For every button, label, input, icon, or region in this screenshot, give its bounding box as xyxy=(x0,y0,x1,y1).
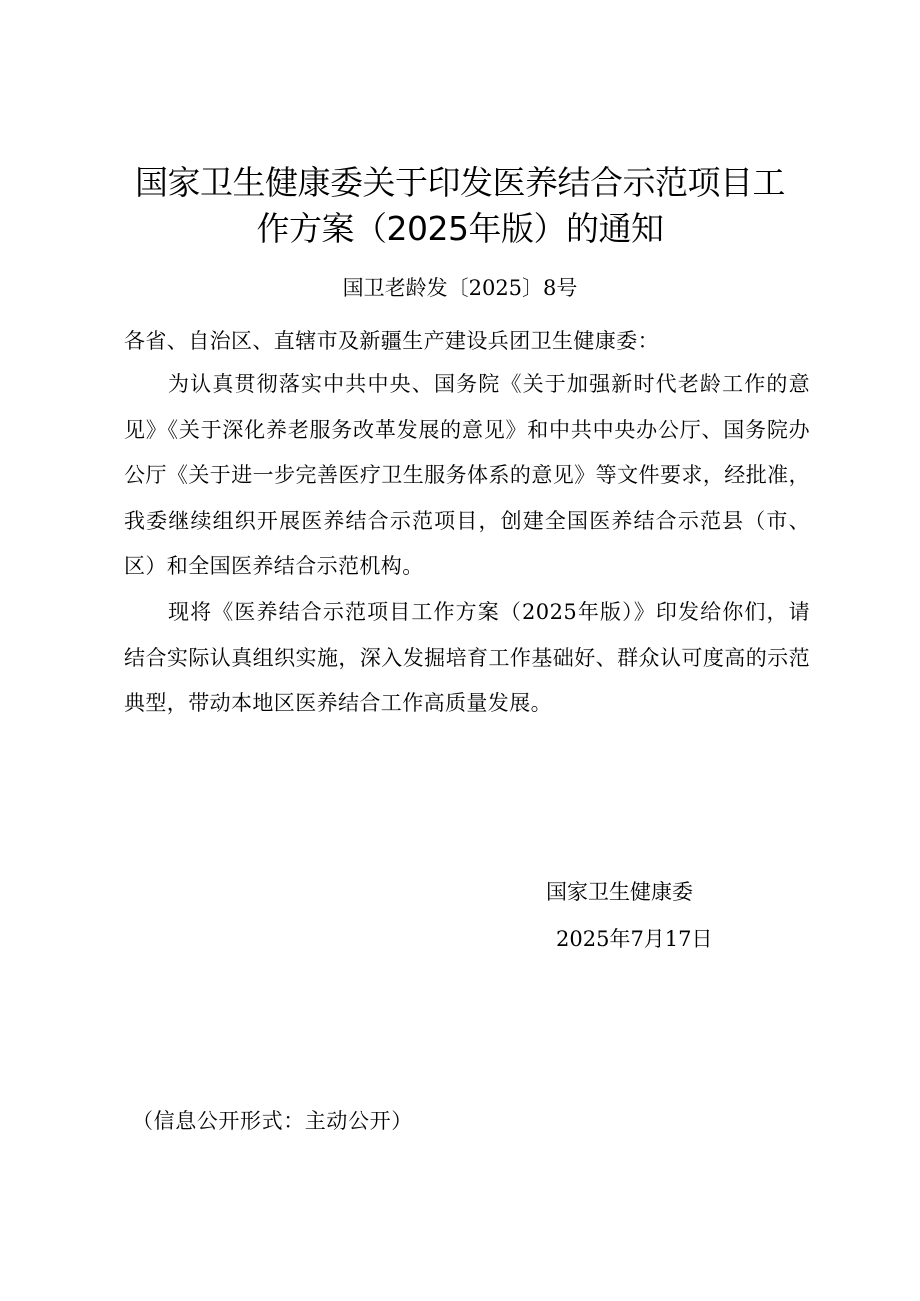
document-number: 国卫老龄发〔2025〕8号 xyxy=(342,276,578,300)
signature-date: 2025年7月17日 xyxy=(556,927,713,951)
body-paragraph-1: 为认真贯彻落实中共中央、国务院《关于加强新时代老龄工作的意见》《关于深化养老服务改革发展的意见》和中共中央办公厅、国务院办公厅《关于进一步完善医疗卫生服务体系的意见》等文件要求，经批准，我委继续组织开展医养结合示范项目，创建全国医养结合示范县（市、区）和全国医养结合示范机构。 xyxy=(124,372,810,578)
document-title-line-1: 国家卫生健康委关于印发医养结合示范项目工 xyxy=(135,163,785,202)
signature-organization: 国家卫生健康委 xyxy=(546,880,693,904)
salutation: 各省、自治区、直辖市及新疆生产建设兵团卫生健康委： xyxy=(124,329,659,353)
body-paragraph-2: 现将《医养结合示范项目工作方案（2025年版）》印发给你们，请结合实际认真组织实施，深入发掘培育工作基础好、群众认可度高的示范典型，带动本地区医养结合工作高质量发展。 xyxy=(124,600,810,715)
disclosure-note: （信息公开形式：主动公开） xyxy=(132,1109,413,1133)
document-title-line-2: 作方案（2025年版）的通知 xyxy=(256,209,664,248)
